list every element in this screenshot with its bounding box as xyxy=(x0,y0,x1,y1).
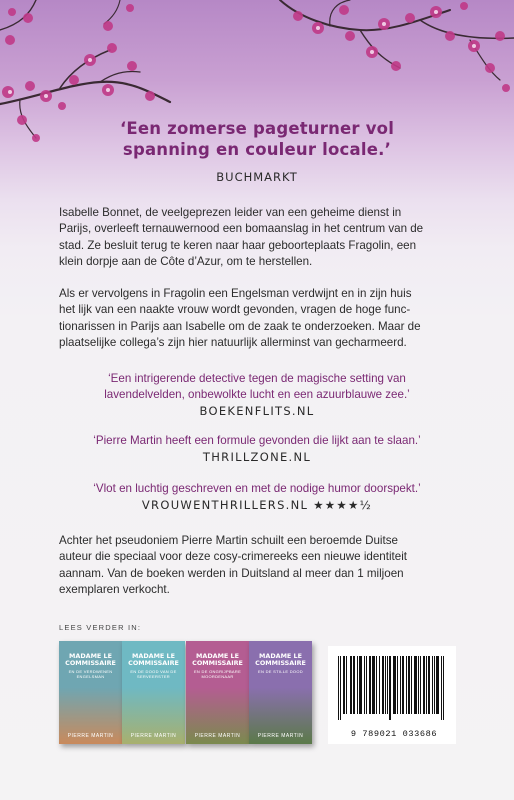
barcode-bar xyxy=(361,656,362,714)
barcode-bar xyxy=(369,656,370,714)
barcode-bar xyxy=(438,656,439,714)
barcode-bar xyxy=(390,656,391,720)
featured-quote-line-1: ‘Een zomerse pageturner vol xyxy=(119,119,395,138)
book-2-title: MADAME LE COMMISSAIRE xyxy=(128,652,179,667)
barcode-bar xyxy=(418,656,419,714)
barcode-bar xyxy=(387,656,388,714)
book-1-author: PIERRE MARTIN xyxy=(67,733,114,739)
barcode-bar xyxy=(423,656,424,714)
barcode-bar xyxy=(436,656,437,714)
barcode-bar xyxy=(379,656,380,714)
book-cover-1 xyxy=(59,641,122,744)
barcode-bar xyxy=(400,656,401,714)
barcode-bar xyxy=(437,656,438,714)
review-quote-1: ‘Een intrigerende detective tegen de magische setting van lavendelvelden, onbewolkte lucht en een azuurblauwe zee.’ xyxy=(104,372,410,401)
featured-quote-line-2: spanning en couleur locale.’ xyxy=(122,140,392,159)
book-4-title: MADAME LE COMMISSAIRE xyxy=(255,652,306,667)
book-1-title: MADAME LE COMMISSAIRE xyxy=(65,652,116,667)
barcode-bar xyxy=(385,656,386,714)
barcode-bar xyxy=(344,656,345,714)
book-1-subtitle: EN DE VERDWENEN ENGELSMAN xyxy=(68,669,113,679)
barcode-bar xyxy=(429,656,430,714)
book-4-subtitle: EN DE STILLE DOOD xyxy=(258,669,303,674)
book-2-author: PIERRE MARTIN xyxy=(130,733,177,739)
book-cover-4 xyxy=(249,641,312,744)
barcode-bar xyxy=(411,656,412,714)
barcode-bar xyxy=(389,656,390,720)
barcode-bar xyxy=(382,656,383,714)
book-cover-3 xyxy=(186,641,249,744)
barcode-bar xyxy=(409,656,410,714)
barcode-bar xyxy=(354,656,355,714)
barcode-bar xyxy=(353,656,354,714)
barcode-bar xyxy=(434,656,435,714)
barcode-bar xyxy=(360,656,361,714)
book-2-subtitle: EN DE DOOD VAN DE SERVEERSTER xyxy=(130,669,177,679)
barcode-bar xyxy=(424,656,425,714)
barcode-bar xyxy=(370,656,371,714)
barcode-bar xyxy=(359,656,360,714)
review-source-2: THRILLZONE.NL xyxy=(202,450,312,464)
barcode-bar xyxy=(346,656,347,714)
isbn-barcode xyxy=(328,646,456,744)
read-more-label: LEES VERDER IN: xyxy=(59,623,142,632)
barcode-bar xyxy=(351,656,352,714)
barcode-bar xyxy=(402,656,403,714)
author-note: Achter het pseudoniem Pierre Martin schuilt een beroemde Duitse auteur die speciaal voor deze cosy-crimereeks een nieuwe identiteit aannam. Van de boeken werden in Duitsland al meer dan 1 miljoen exemplaren verkocht. xyxy=(59,534,407,596)
barcode-bar xyxy=(393,656,394,714)
barcode-bar xyxy=(397,656,398,714)
barcode-bar xyxy=(408,656,409,714)
barcode-bar xyxy=(428,656,429,714)
review-source-1: BOEKENFLITS.NL xyxy=(199,404,315,418)
barcode-bar xyxy=(395,656,396,714)
review-quote-2: ‘Pierre Martin heeft een formule gevonden die lijkt aan te slaan.’ xyxy=(93,434,421,447)
barcode-bar xyxy=(394,656,395,714)
book-3-title: MADAME LE COMMISSAIRE xyxy=(192,652,243,667)
barcode-bar xyxy=(376,656,377,714)
barcode-bar xyxy=(373,656,374,714)
barcode-bar xyxy=(415,656,416,714)
featured-quote-source: BUCHMARKT xyxy=(216,170,298,184)
barcode-bar xyxy=(426,656,427,714)
barcode-bar xyxy=(441,656,442,720)
barcode-bar xyxy=(374,656,375,714)
barcode-bar xyxy=(350,656,351,714)
barcode-bar xyxy=(343,656,344,714)
barcode-bar xyxy=(340,656,341,720)
barcode-bar xyxy=(364,656,365,714)
review-quote-3: ‘Vlot en luchtig geschreven en met de nodige humor doorspekt.’ xyxy=(93,482,421,495)
barcode-bar xyxy=(406,656,407,714)
barcode-bar xyxy=(366,656,367,714)
book-3-subtitle: EN DE ONGRIJPBARE MOORDENAAR xyxy=(193,669,242,679)
barcode-bar xyxy=(383,656,384,714)
barcode-bar xyxy=(414,656,415,714)
barcode-bar xyxy=(420,656,421,714)
book-cover-2 xyxy=(122,641,185,744)
barcode-bar xyxy=(372,656,373,714)
barcode-bar xyxy=(338,656,339,720)
barcode-bar xyxy=(403,656,404,714)
barcode-bar xyxy=(416,656,417,714)
book-3-author: PIERRE MARTIN xyxy=(194,733,241,739)
review-source-3: VROUWENTHRILLERS.NL ★★★★½ xyxy=(141,498,373,512)
featured-quote xyxy=(0,118,514,160)
book-4-author: PIERRE MARTIN xyxy=(257,733,304,739)
barcode-bar xyxy=(443,656,444,720)
blurb-paragraph-1: Isabelle Bonnet, de veelgeprezen leider van een geheime dienst in Parijs, overleeft ternauwernood een bomaanslag in het centrum van de stad. Ze besluit terug te keren naar haar geboorteplaats Fragolin, een klein dorpje aan de Côte d’Azur, om te herstellen. xyxy=(59,206,424,268)
isbn-number: 9 789021 033686 xyxy=(350,729,438,739)
barcode-bar xyxy=(357,656,358,714)
barcode-bar xyxy=(432,656,433,714)
barcode-bars xyxy=(328,650,456,730)
blurb-paragraph-2: Als er vervolgens in Fragolin een Engelsman verdwijnt en in zijn huis het lijk van een naakte vrouw wordt gevonden, vragen de hoge func- tionarissen in Parijs aan Isabelle om de zaak te onderzoeken. Maar de plaatselijke collega’s zijn hier natuurlijk allerminst van gecharmeerd. xyxy=(59,287,421,349)
